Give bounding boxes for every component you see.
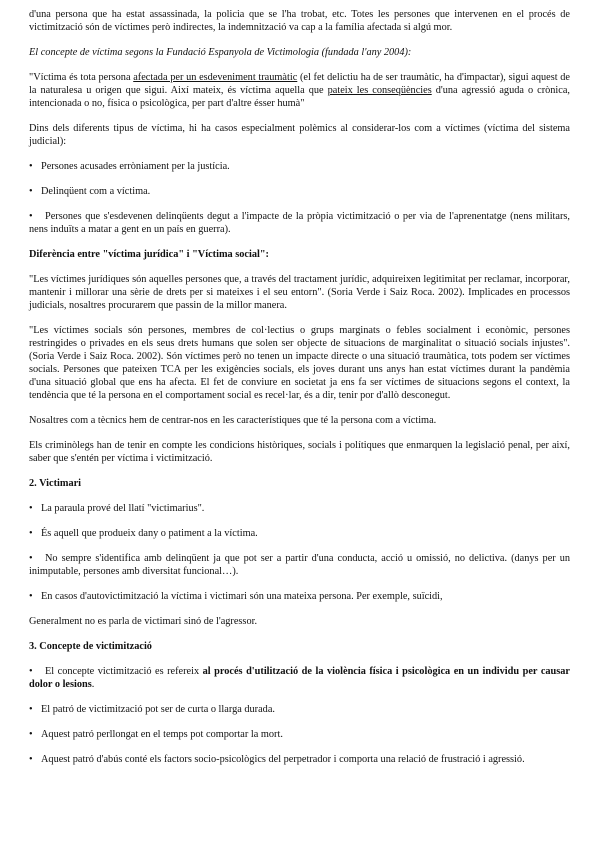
bullet-icon: • — [29, 186, 33, 197]
paragraph-generalment: Generalment no es parla de victimari sinó de l'agressor. — [29, 616, 258, 627]
list-item: • En casos d'autovictimització la víctima i victimari són una mateixa persona. Per exemple, suïcidi, — [29, 591, 443, 602]
bullet-icon: • — [29, 729, 33, 740]
bullet-icon: • — [29, 704, 33, 715]
quote-victimes-juridiques: "Les víctimes jurídiques són aquelles persones que, a través del tractament jurídic, adquireixen legitimitat per reclamar, incorporar, mantenir i millorar una sèrie de drets per si mateixes i el seu entorn". (Soria Verde i Saiz Roca. 2002). Implicades en processos judicials, nosaltres procurarem que passin de la millor manera. — [29, 274, 570, 311]
bullet-icon: • — [29, 591, 33, 602]
bullet-icon: • — [29, 211, 33, 222]
list-item: • Persones que s'esdevenen delinqüents degut a l'impacte de la pròpia victimització o per via de l'aprenentatge (nens militars, nens induïts a matar a gent en un país en guerra). — [29, 211, 570, 235]
heading-concepte-victimitzacio: 3. Concepte de victimització — [29, 641, 152, 652]
list-item: • No sempre s'identifica amb delinqüent ja que pot ser a partir d'una conducta, acció u omissió, no delictiva. (danys per un inimputable, persones amb diversitat funcional…). — [29, 553, 570, 577]
bullet-icon: • — [29, 161, 33, 172]
bullet-icon: • — [29, 553, 33, 564]
bullet-icon: • — [29, 528, 33, 539]
list-item: • Delinqüent com a víctima. — [29, 186, 151, 197]
bullet-icon: • — [29, 666, 33, 677]
paragraph-tecnics: Nosaltres com a tècnics hem de centrar-nos en les característiques que té la persona com a víctima. — [29, 415, 437, 426]
bullet-icon: • — [29, 503, 33, 514]
quote-definicio-victima: "Víctima és tota persona afectada per un esdeveniment traumàtic (el fet delictiu ha de ser traumàtic, ha d'impactar), sigui aquest de la naturalesa u origen que sigui. Així mateix, és víctima aquella que pateix les conseqüències d'una agressió aguda o crònica, intencionada o no, física o psicològica, per part d'altre ésser humà" — [29, 72, 571, 109]
heading-victimari: 2. Victimari — [29, 478, 82, 489]
list-item: • El concepte victimització es refereix al procés d'utilització de la violència física i psicològica en un individu per causar dolor o lesions. — [29, 666, 570, 690]
list-item: • És aquell que produeix dany o patiment a la víctima. — [29, 528, 258, 539]
list-item: • El patró de victimització pot ser de curta o llarga durada. — [29, 704, 275, 715]
list-item: • Persones acusades erròniament per la justícia. — [29, 161, 230, 172]
paragraph-intro: d'una persona que ha estat assassinada, la policia que se l'ha trobat, etc. Totes les persones que intervenen en el procés de victimització són de víctimes però indirectes, la indemnització va cap a la família afectada si algú mor. — [29, 9, 570, 33]
list-item: • La paraula prové del llatí "victimarius". — [29, 503, 205, 514]
heading-fundacio: El concepte de víctima segons la Fundació Espanyola de Victimologia (fundada l'any 2004): — [29, 47, 412, 58]
list-item: • Aquest patró d'abús conté els factors socio-psicològics del perpetrador i comporta una relació de frustració i agressió. — [29, 754, 525, 765]
paragraph-criminolegs: Els criminòlegs han de tenir en compte les condicions històriques, socials i polítiques que enmarquen la legislació penal, per així, saber que s'entén per víctima i victimització. — [29, 440, 570, 464]
paragraph-tipus: Dins dels diferents tipus de víctima, hi ha casos especialment polèmics al considerar-los com a víctimes (víctima del sistema judicial): — [29, 123, 570, 147]
list-item: • Aquest patró perllongat en el temps pot comportar la mort. — [29, 729, 283, 740]
quote-victimes-socials: "Les víctimes socials són persones, membres de col·lectius o grups marginats o febles socialment i econòmic, persones restringides o privades en els seus drets humans que solen ser objecte de situacions de marginalitat o situació socials injustes". (Soria Verde i Saiz Roca. 2002). Són víctimes però no tenen un impacte directe o una situació traumàtica, tots podem ser víctimes socials. Persones que pateixen TCA per les exigències socials, els joves durant uns anys han estat víctimes durant la pandèmia d'una situació global que ens ha afecta. El fet de conviure en societat ja ens fa ser víctimes de situacions segons el context, la tendència que té la persona en el comportament social es recel·lar, és a dir, tenir por d'allò desconegut. — [29, 325, 570, 401]
heading-diferencia: Diferència entre "víctima jurídica" i "Víctima social": — [29, 249, 269, 260]
bullet-icon: • — [29, 754, 33, 765]
